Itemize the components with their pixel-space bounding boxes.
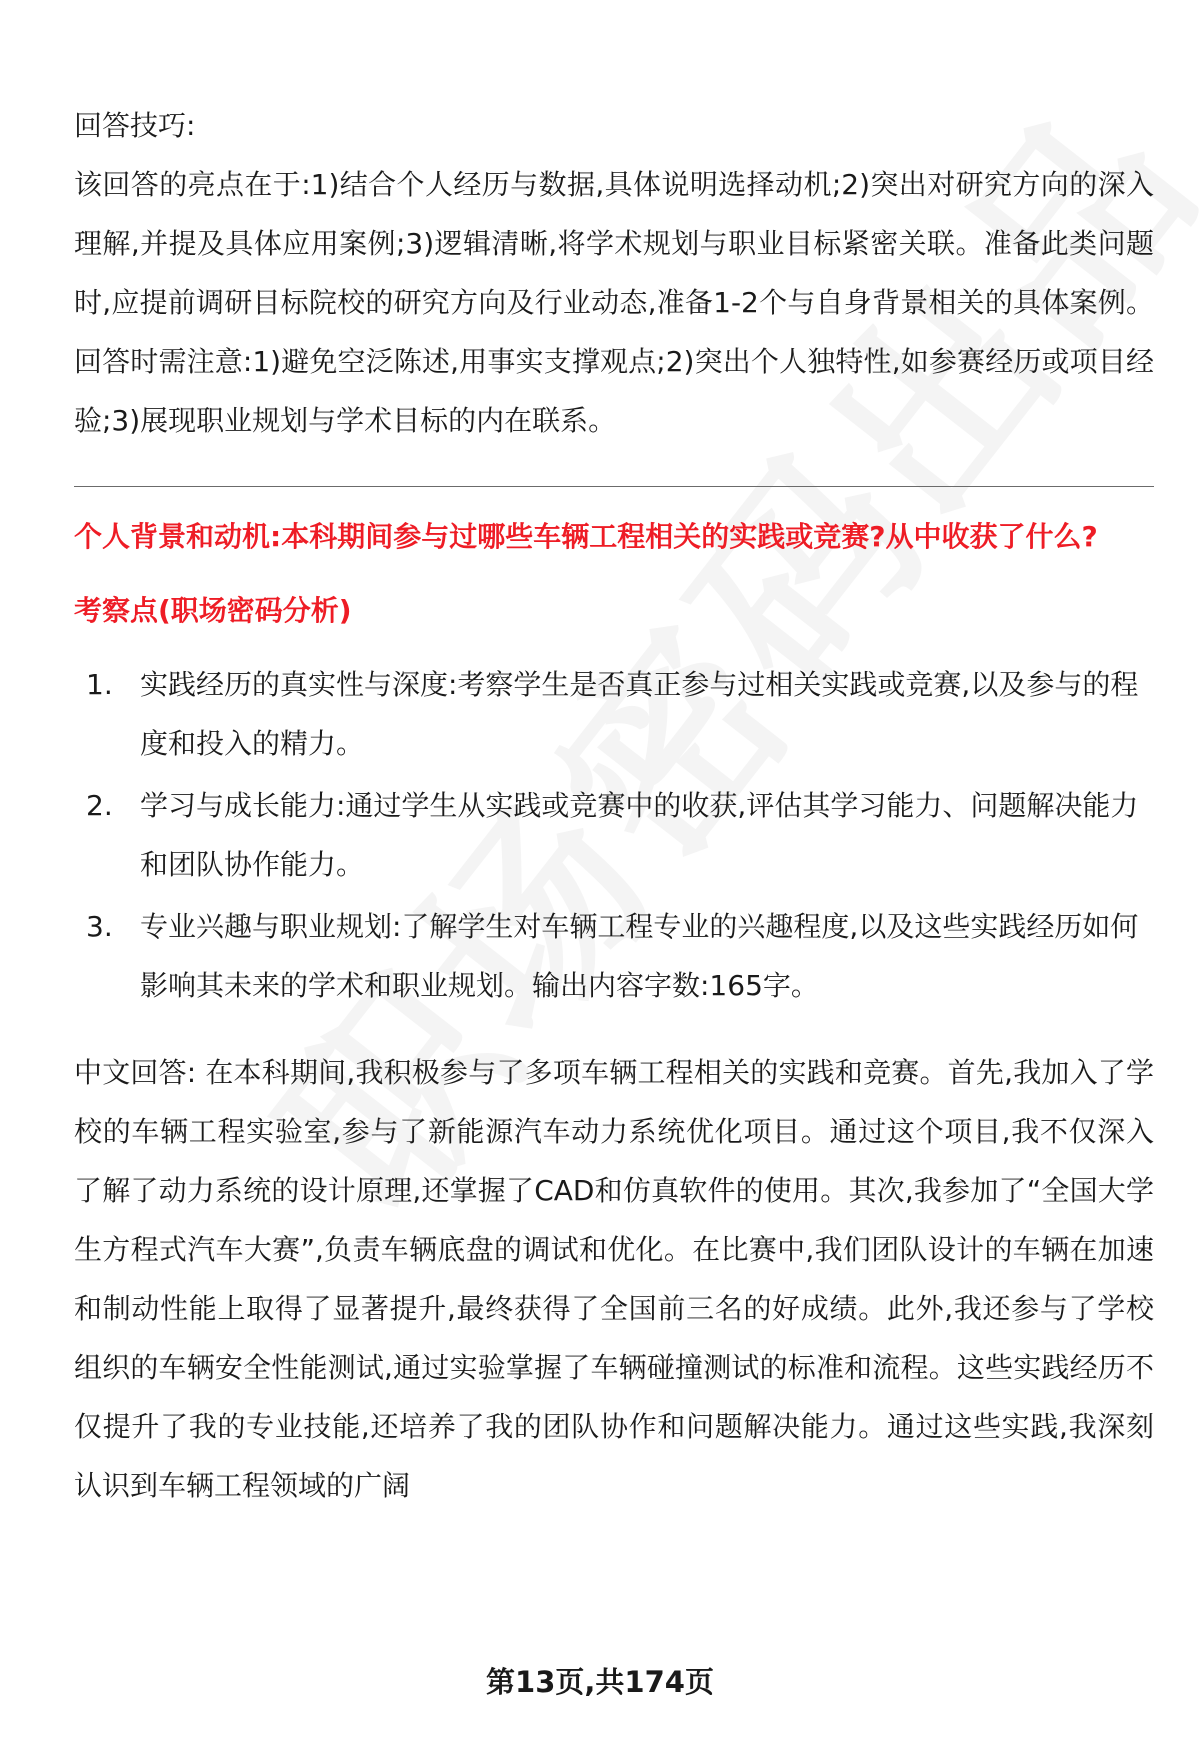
list-item-number: 2.: [86, 789, 113, 822]
list-item-text: 专业兴趣与职业规划:了解学生对车辆工程专业的兴趣程度,以及这些实践经历如何影响其未来的学术和职业规划。输出内容字数:165字。: [140, 910, 1139, 1002]
section-divider: [74, 486, 1154, 487]
question-title: 个人背景和动机:本科期间参与过哪些车辆工程相关的实践或竞赛?从中收获了什么?: [74, 520, 1098, 553]
tips-body: 该回答的亮点在于:1)结合个人经历与数据,具体说明选择动机;2)突出对研究方向的深入理解,并提及具体应用案例;3)逻辑清晰,将学术规划与职业目标紧密关联。准备此类问题时,应提前调研目标院校的研究方向及行业动态,准备1-2个与自身背景相关的具体案例。回答时需注意:1)避免空泛陈述,用事实支撑观点;2)突出个人独特性,如参赛经历或项目经验;3)展现职业规划与学术目标的内在联系。: [74, 168, 1154, 437]
list-item-text: 实践经历的真实性与深度:考察学生是否真正参与过相关实践或竞赛,以及参与的程度和投入的精力。: [140, 668, 1139, 760]
list-item-number: 1.: [86, 668, 113, 701]
list-item-text: 学习与成长能力:通过学生从实践或竞赛中的收获,评估其学习能力、问题解决能力和团队协作能力。: [140, 789, 1139, 881]
list-item: [74, 776, 1154, 894]
exam-points-list: [74, 655, 1154, 1015]
page-content: [74, 96, 1154, 1515]
page-number: 第13页,共174页: [486, 1665, 714, 1699]
answer-text: 中文回答: 在本科期间,我积极参与了多项车辆工程相关的实践和竞赛。首先,我加入了学校的车辆工程实验室,参与了新能源汽车动力系统优化项目。通过这个项目,我不仅深入了解了动力系统的设计原理,还掌握了CAD和仿真软件的使用。其次,我参加了“全国大学生方程式汽车大赛”,负责车辆底盘的调试和优化。在比赛中,我们团队设计的车辆在加速和制动性能上取得了显著提升,最终获得了全国前三名的好成绩。此外,我还参与了学校组织的车辆安全性能测试,通过实验掌握了车辆碰撞测试的标准和流程。这些实践经历不仅提升了我的专业技能,还培养了我的团队协作和问题解决能力。通过这些实践,我深刻认识到车辆工程领域的广阔: [74, 1056, 1154, 1502]
tips-label: 回答技巧:: [74, 109, 196, 142]
list-item: [74, 897, 1154, 1015]
question-subtitle: 考察点(职场密码分析): [74, 594, 352, 627]
list-item-number: 3.: [86, 910, 113, 943]
list-item: [74, 655, 1154, 773]
